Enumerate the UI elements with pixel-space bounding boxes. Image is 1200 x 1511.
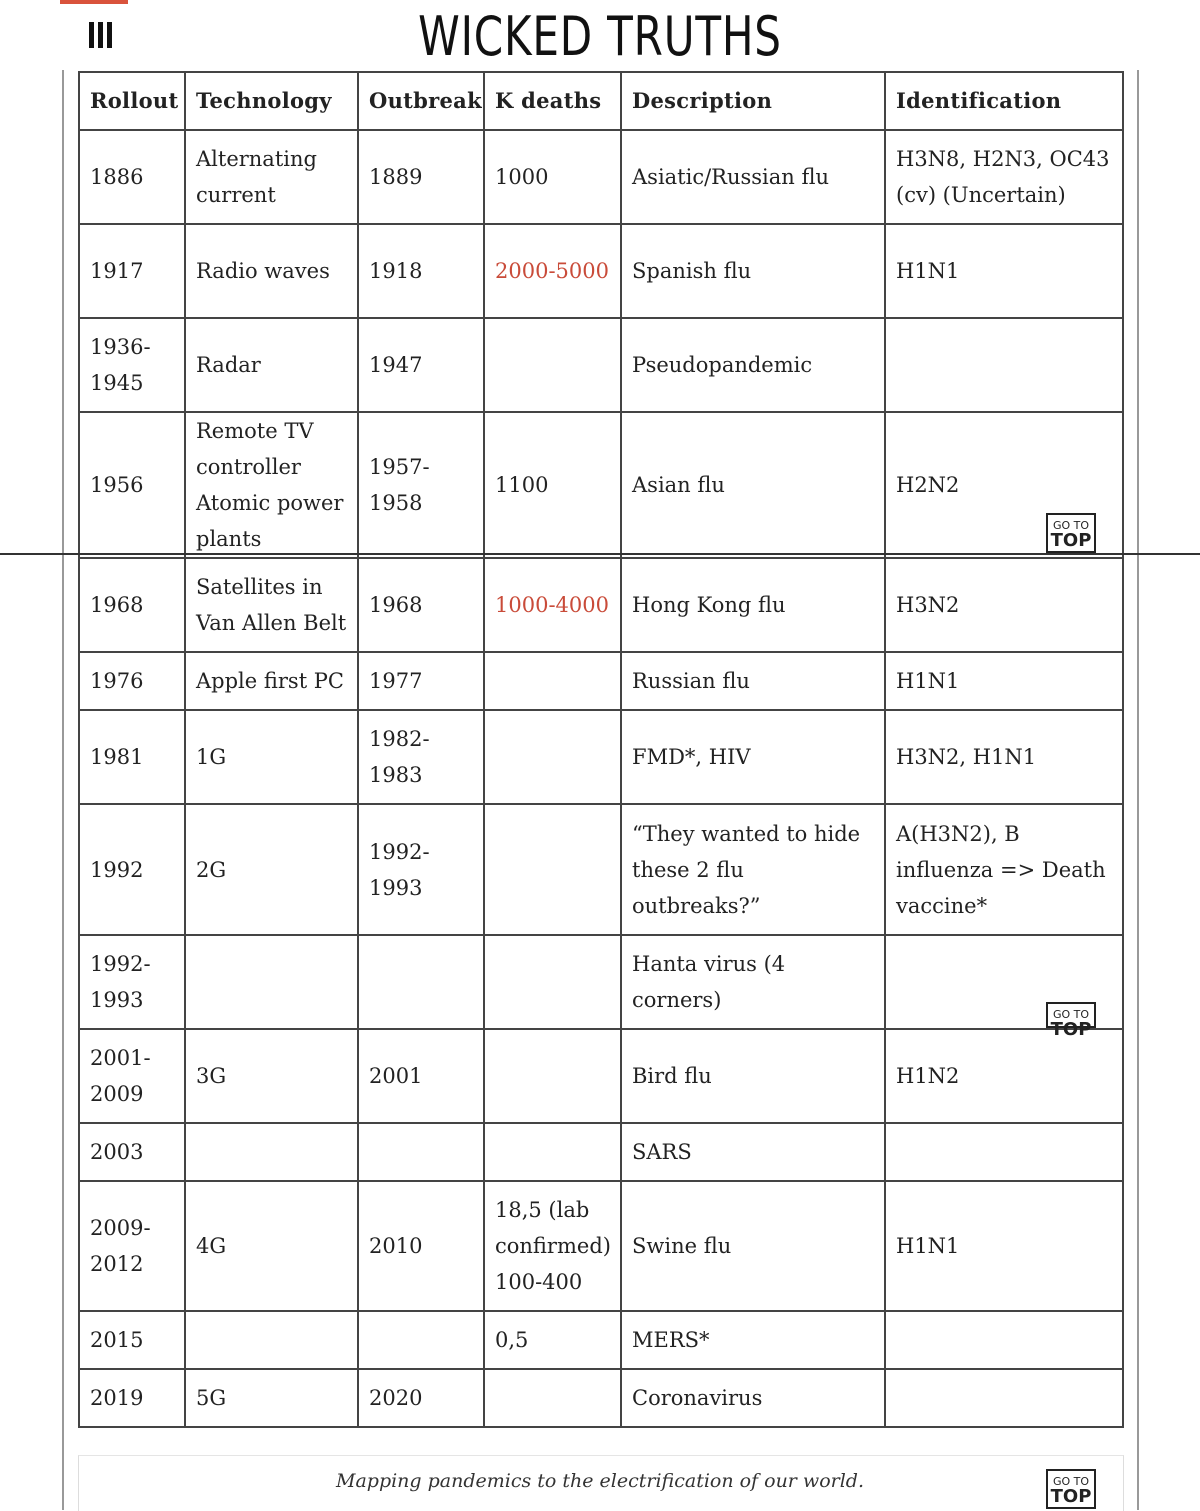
cell-deaths xyxy=(484,804,621,935)
cell-rollout: 1968 xyxy=(79,558,185,652)
column-header-identification: Identification xyxy=(885,72,1123,130)
column-header-outbreak: Outbreak xyxy=(358,72,484,130)
cell-description: Russian flu xyxy=(621,652,885,710)
cell-rollout: 1917 xyxy=(79,224,185,318)
cell-identification: H3N2, H1N1 xyxy=(885,710,1123,804)
pandemics-table xyxy=(78,71,1124,1428)
cell-description: “They wanted to hide these 2 flu outbreaks?” xyxy=(621,804,885,935)
cell-deaths: 1000 xyxy=(484,130,621,224)
cell-deaths xyxy=(484,1123,621,1181)
cell-description: SARS xyxy=(621,1123,885,1181)
table-header-row xyxy=(79,72,1123,130)
cell-description: Asian flu xyxy=(621,412,885,558)
cell-outbreak: 1977 xyxy=(358,652,484,710)
cell-rollout: 1886 xyxy=(79,130,185,224)
cell-outbreak: 1957-1958 xyxy=(358,412,484,558)
cell-description: Coronavirus xyxy=(621,1369,885,1427)
cell-description: Swine flu xyxy=(621,1181,885,1311)
go-to-top-line1: GO TO xyxy=(1052,519,1090,532)
cell-description: Spanish flu xyxy=(621,224,885,318)
cell-rollout: 1956 xyxy=(79,412,185,558)
cell-identification: H1N1 xyxy=(885,224,1123,318)
table-row xyxy=(79,1369,1123,1427)
cell-outbreak: 1918 xyxy=(358,224,484,318)
cell-identification: A(H3N2), B influenza => Death vaccine* xyxy=(885,804,1123,935)
cell-technology: Alternating current xyxy=(185,130,358,224)
cell-description: Hong Kong flu xyxy=(621,558,885,652)
cell-description: Hanta virus (4 corners) xyxy=(621,935,885,1029)
cell-outbreak: 2010 xyxy=(358,1181,484,1311)
cell-technology xyxy=(185,935,358,1029)
go-to-top-button[interactable] xyxy=(1046,1002,1096,1040)
cell-technology xyxy=(185,1311,358,1369)
cell-identification: H2N2 xyxy=(885,412,1123,558)
cell-description: Pseudopandemic xyxy=(621,318,885,412)
column-header-deaths: K deaths xyxy=(484,72,621,130)
table-row xyxy=(79,710,1123,804)
cell-identification xyxy=(885,318,1123,412)
table-row xyxy=(79,804,1123,935)
cell-technology xyxy=(185,1123,358,1181)
go-to-top-line1: GO TO xyxy=(1052,1008,1090,1021)
cell-technology: Remote TV controller Atomic power plants xyxy=(185,412,358,558)
header-accent-bar xyxy=(60,0,128,4)
cell-technology: 2G xyxy=(185,804,358,935)
cell-rollout: 2009-2012 xyxy=(79,1181,185,1311)
cell-outbreak: 1982-1983 xyxy=(358,710,484,804)
column-header-rollout: Rollout xyxy=(79,72,185,130)
cell-rollout: 2019 xyxy=(79,1369,185,1427)
cell-rollout: 2003 xyxy=(79,1123,185,1181)
go-to-top-line2: TOP xyxy=(1050,1486,1092,1507)
table-row xyxy=(79,412,1123,558)
table-row xyxy=(79,318,1123,412)
cell-outbreak xyxy=(358,935,484,1029)
go-to-top-button[interactable] xyxy=(1046,513,1096,553)
cell-description: Bird flu xyxy=(621,1029,885,1123)
content-border-right xyxy=(1137,70,1139,1510)
cell-identification: H1N2 xyxy=(885,1029,1123,1123)
table-row xyxy=(79,558,1123,652)
cell-deaths xyxy=(484,935,621,1029)
table-row xyxy=(79,130,1123,224)
cell-deaths xyxy=(484,1369,621,1427)
table-row xyxy=(79,1181,1123,1311)
table-row xyxy=(79,224,1123,318)
cell-rollout: 2015 xyxy=(79,1311,185,1369)
cell-technology: 5G xyxy=(185,1369,358,1427)
column-header-description: Description xyxy=(621,72,885,130)
cell-deaths: 1000-4000 xyxy=(484,558,621,652)
cell-technology: 3G xyxy=(185,1029,358,1123)
cell-identification xyxy=(885,1311,1123,1369)
table-row xyxy=(79,1123,1123,1181)
cell-outbreak: 2020 xyxy=(358,1369,484,1427)
cell-deaths: 18,5 (lab confirmed) 100-400 xyxy=(484,1181,621,1311)
cell-technology: Satellites in Van Allen Belt xyxy=(185,558,358,652)
screenshot-split-divider xyxy=(0,553,1200,555)
cell-technology: Radar xyxy=(185,318,358,412)
cell-outbreak xyxy=(358,1311,484,1369)
go-to-top-line1: GO TO xyxy=(1052,1475,1090,1488)
cell-identification: H3N2 xyxy=(885,558,1123,652)
cell-technology: 1G xyxy=(185,710,358,804)
cell-deaths xyxy=(484,710,621,804)
go-to-top-line2: TOP xyxy=(1050,1019,1092,1040)
cell-rollout: 1936-1945 xyxy=(79,318,185,412)
cell-outbreak xyxy=(358,1123,484,1181)
content-border-left xyxy=(62,70,64,1510)
cell-deaths xyxy=(484,652,621,710)
cell-deaths: 2000-5000 xyxy=(484,224,621,318)
cell-identification: H1N1 xyxy=(885,1181,1123,1311)
cell-deaths xyxy=(484,318,621,412)
table-row xyxy=(79,1311,1123,1369)
cell-description: FMD*, HIV xyxy=(621,710,885,804)
go-to-top-line2: TOP xyxy=(1050,530,1092,551)
table-caption: Mapping pandemics to the electrification of our world. xyxy=(336,1470,864,1492)
hamburger-menu-icon[interactable] xyxy=(86,22,116,50)
cell-rollout: 1992-1993 xyxy=(79,935,185,1029)
cell-outbreak: 2001 xyxy=(358,1029,484,1123)
cell-rollout: 2001-2009 xyxy=(79,1029,185,1123)
table-row xyxy=(79,935,1123,1029)
site-title[interactable]: WICKED TRUTHS xyxy=(418,5,782,68)
cell-outbreak: 1992-1993 xyxy=(358,804,484,935)
cell-technology: Apple first PC xyxy=(185,652,358,710)
cell-deaths: 1100 xyxy=(484,412,621,558)
cell-technology: Radio waves xyxy=(185,224,358,318)
cell-description: Asiatic/Russian flu xyxy=(621,130,885,224)
cell-identification xyxy=(885,1369,1123,1427)
cell-rollout: 1981 xyxy=(79,710,185,804)
table-row xyxy=(79,1029,1123,1123)
cell-identification xyxy=(885,1123,1123,1181)
cell-rollout: 1976 xyxy=(79,652,185,710)
cell-technology: 4G xyxy=(185,1181,358,1311)
cell-deaths: 0,5 xyxy=(484,1311,621,1369)
cell-rollout: 1992 xyxy=(79,804,185,935)
column-header-technology: Technology xyxy=(185,72,358,130)
cell-description: MERS* xyxy=(621,1311,885,1369)
table-row xyxy=(79,652,1123,710)
cell-outbreak: 1947 xyxy=(358,318,484,412)
cell-outbreak: 1889 xyxy=(358,130,484,224)
cell-outbreak: 1968 xyxy=(358,558,484,652)
cell-deaths xyxy=(484,1029,621,1123)
cell-identification: H1N1 xyxy=(885,652,1123,710)
cell-identification: H3N8, H2N3, OC43 (cv) (Uncertain) xyxy=(885,130,1123,224)
